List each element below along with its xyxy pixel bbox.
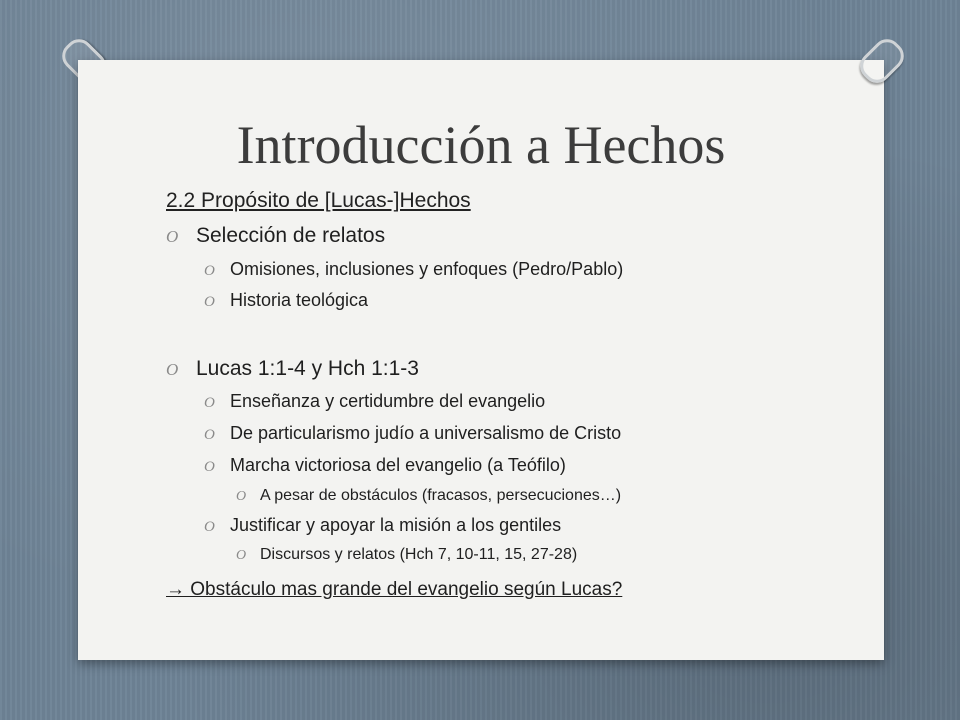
bullet-marker: O: [204, 427, 215, 443]
list-item-text: Justificar y apoyar la misión a los gentiles: [230, 515, 562, 535]
list-item-text: Omisiones, inclusiones y enfoques (Pedro/Pablo): [230, 259, 624, 279]
conclusion-line: [166, 579, 622, 601]
list-item-text: De particularismo judío a universalismo de Cristo: [230, 423, 622, 443]
bullet-marker: O: [166, 360, 179, 379]
list-item: [236, 546, 577, 564]
list-item: [166, 357, 419, 381]
bullet-marker: O: [204, 519, 215, 535]
bullet-marker: O: [166, 227, 179, 246]
bullet-marker: O: [236, 548, 247, 563]
list-item: [204, 259, 623, 280]
list-item: [204, 455, 566, 476]
list-item: [204, 423, 621, 444]
bullet-marker: O: [204, 459, 215, 475]
slide-subtitle: 2.2 Propósito de [Lucas-]Hechos: [166, 189, 471, 212]
list-item-text: Discursos y relatos (Hch 7, 10-11, 15, 27-28): [260, 546, 578, 563]
list-item-text: Marcha victoriosa del evangelio (a Teófilo): [230, 455, 566, 475]
list-item: [204, 290, 368, 311]
bullet-marker: O: [204, 263, 215, 279]
bullet-marker: O: [236, 489, 247, 504]
list-item-text: Enseñanza y certidumbre del evangelio: [230, 391, 546, 411]
bullet-marker: O: [204, 395, 215, 411]
conclusion-text: Obstáculo mas grande del evangelio según Lucas?: [185, 579, 623, 600]
list-item-text: Lucas 1:1-4 y Hch 1:1-3: [196, 357, 419, 380]
slide-title: Introducción a Hechos: [236, 115, 726, 175]
list-item-text: A pesar de obstáculos (fracasos, persecuciones…): [260, 487, 622, 504]
bullet-marker: O: [204, 294, 215, 310]
list-item: [236, 487, 621, 505]
list-item-text: Historia teológica: [230, 290, 369, 310]
list-item: [204, 391, 545, 412]
list-item: [204, 515, 561, 536]
list-item-text: Selección de relatos: [196, 224, 386, 247]
arrow-right-icon: →: [166, 579, 185, 600]
list-item: [166, 224, 385, 248]
